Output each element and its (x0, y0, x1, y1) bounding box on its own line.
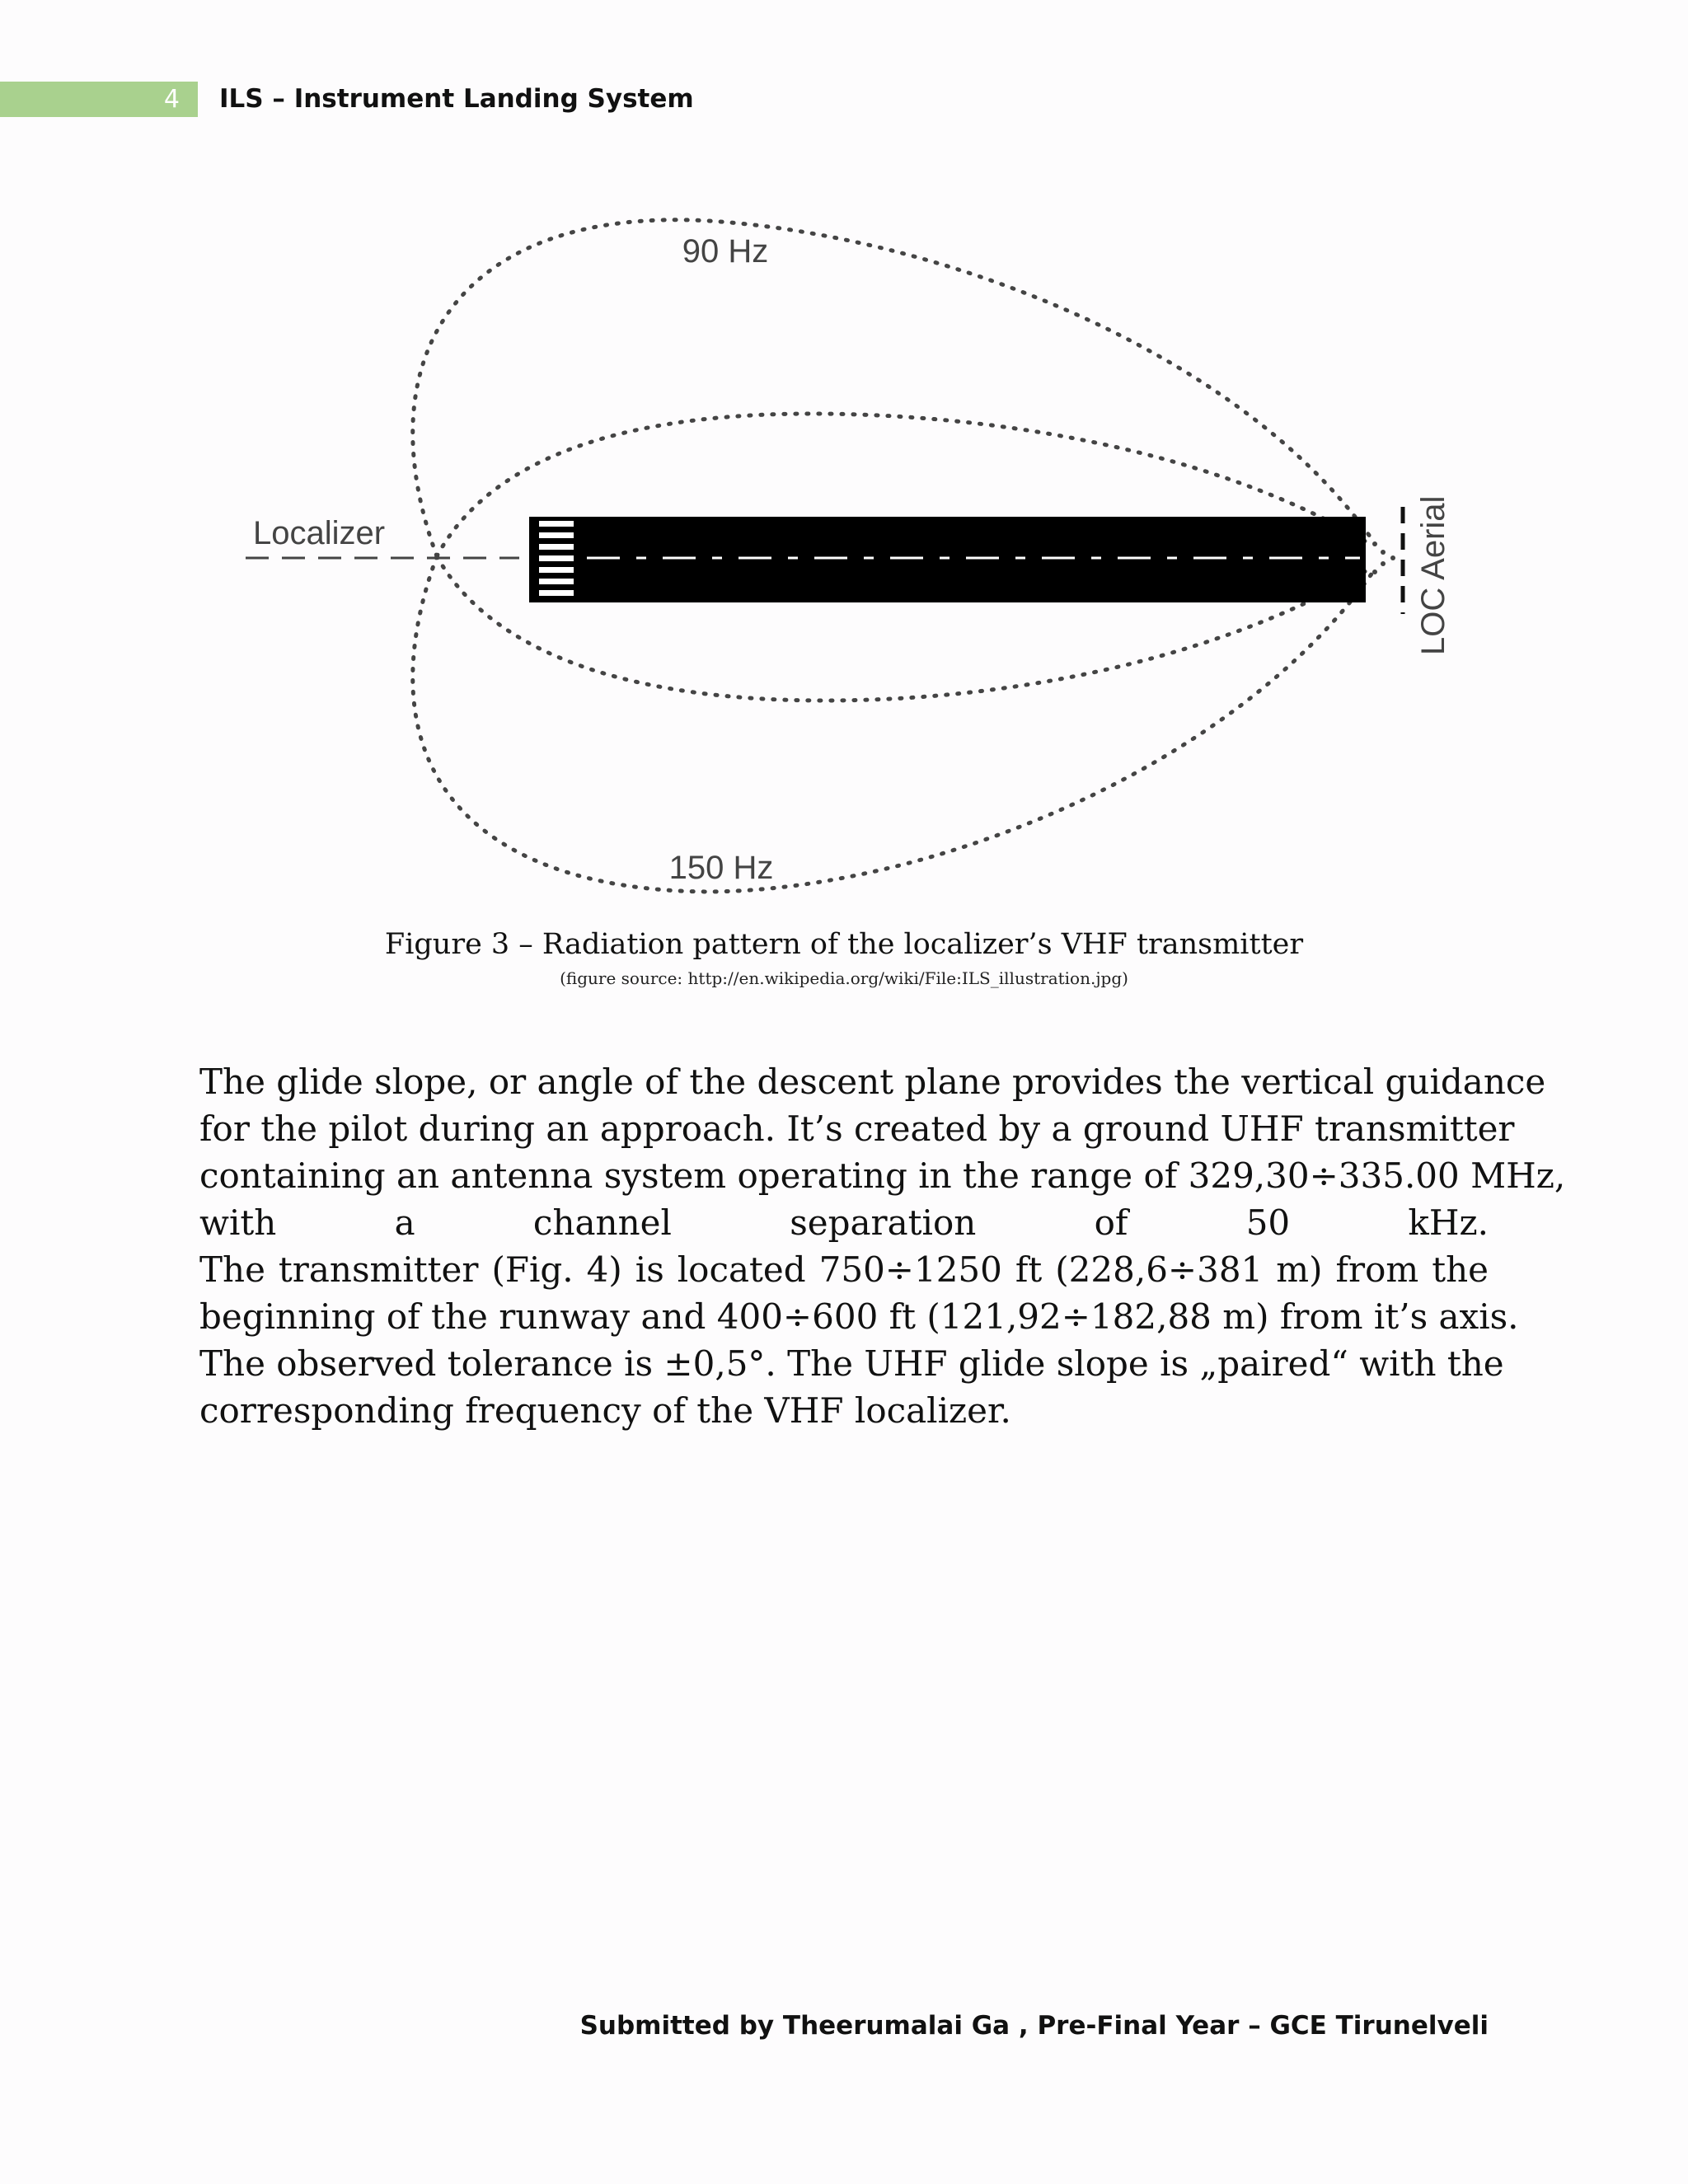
label-loc-aerial: LOC Aerial (1415, 495, 1451, 655)
figure-source: (figure source: http://en.wikipedia.org/wiki/File:ILS_illustration.jpg) (560, 968, 1128, 988)
paragraph-line: The observed tolerance is ±0,5°. The UHF glide slope is „paired“ with the (199, 1343, 1504, 1384)
localizer-radiation-pattern-figure (0, 0, 1688, 923)
label-150hz: 150 Hz (668, 850, 774, 886)
paragraph-line: corresponding frequency of the VHF localizer. (199, 1390, 1011, 1431)
footer-credit: Submitted by Theerumalai Ga , Pre-Final Year – GCE Tirunelveli (579, 2011, 1489, 2041)
body-paragraph (199, 1058, 1566, 1434)
label-90hz: 90 Hz (682, 233, 769, 269)
paragraph-line: for the pilot during an approach. It’s created by a ground UHF transmitter (199, 1108, 1515, 1149)
lobe-90hz-outer (413, 220, 1372, 556)
paragraph-line: beginning of the runway and 400÷600 ft (121,92÷182,88 m) from it’s axis. (199, 1296, 1519, 1337)
page-number: 4 (163, 85, 180, 114)
paragraph-line: containing an antenna system operating in the range of 329,30÷335.00 MHz, (199, 1155, 1566, 1196)
running-header-title: ILS – Instrument Landing System (219, 84, 694, 114)
paragraph-line: The transmitter (Fig. 4) is located 750÷1250 ft (228,6÷381 m) from the (199, 1249, 1489, 1290)
aerial-radiating-dots (1372, 541, 1395, 574)
paragraph-line: with a channel separation of 50 kHz. (199, 1202, 1489, 1243)
runway (529, 517, 1366, 602)
figure-caption: Figure 3 – Radiation pattern of the localizer’s VHF transmitter (384, 928, 1304, 961)
paragraph-line: The glide slope, or angle of the descent plane provides the vertical guidance (199, 1062, 1546, 1102)
lobe-150hz-outer (413, 556, 1372, 892)
label-localizer: Localizer (253, 515, 386, 551)
